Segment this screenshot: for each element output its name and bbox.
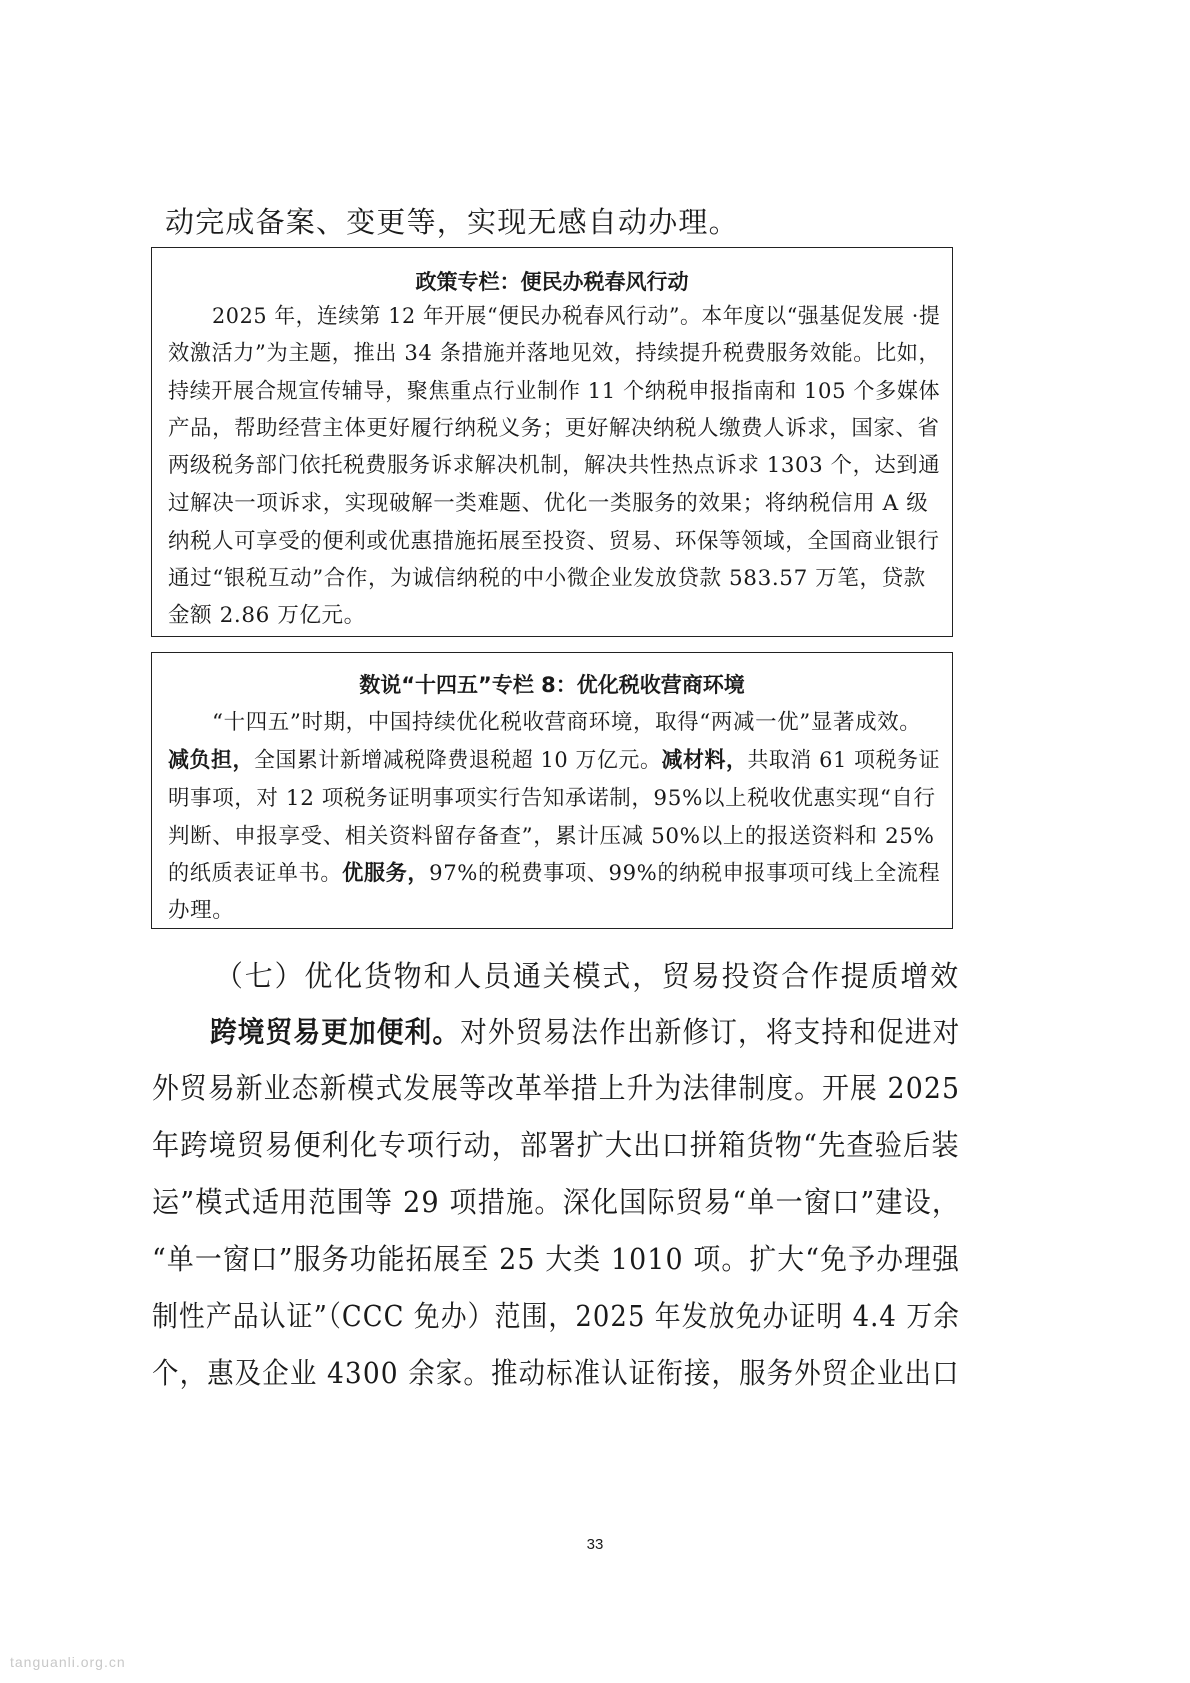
paragraph-text: 对外贸易法作出新修订，将支持和促进对 <box>460 1015 961 1049</box>
stats-text: 共取消 61 项税务证 <box>747 748 941 773</box>
stats-line: 判断、申报享受、相关资料留存备查”，累计压减 50%以上的报送资料和 25% <box>168 824 935 849</box>
stats-line <box>168 743 940 774</box>
paragraph-line: 制性产品认证”（CCC 免办）范围，2025 年发放免办证明 4.4 万余 <box>152 1299 961 1333</box>
stats-line <box>168 856 940 887</box>
policy-line: 持续开展合规宣传辅导，聚焦重点行业制作 11 个纳税申报指南和 105 个多媒体 <box>168 379 941 404</box>
section-heading: （七）优化货物和人员通关模式，贸易投资合作提质增效 <box>215 959 961 993</box>
paragraph-line: 个，惠及企业 4300 余家。推动标准认证衔接，服务外贸企业出口 <box>152 1356 960 1390</box>
policy-line: 两级税务部门依托税费服务诉求解决机制，解决共性热点诉求 1303 个，达到通 <box>168 453 941 478</box>
policy-column-box <box>151 247 953 637</box>
intro-continuation-line: 动完成备案、变更等，实现无感自动办理。 <box>165 205 739 239</box>
policy-line: 2025 年，连续第 12 年开展“便民办税春风行动”。本年度以“强基促发展 ·提 <box>212 304 941 329</box>
watermark-text: tanguanli.org.cn <box>10 1654 126 1670</box>
reduce-materials-label: 减材料， <box>661 748 748 773</box>
policy-line: 通过“银税互动”合作，为诚信纳税的中小微企业发放贷款 583.57 万笔，贷款 <box>168 566 926 591</box>
stats-line: 办理。 <box>168 898 235 923</box>
stats-column-title: 数说“十四五”专栏 8：优化税收营商环境 <box>359 673 745 697</box>
paragraph-line: 外贸易新业态新模式发展等改革举措上升为法律制度。开展 2025 <box>152 1071 961 1105</box>
policy-line: 过解决一项诉求，实现破解一类难题、优化一类服务的效果；将纳税信用 A 级 <box>168 491 929 516</box>
paragraph-line: “单一窗口”服务功能拓展至 25 大类 1010 项。扩大“免予办理强 <box>152 1242 961 1276</box>
reduce-burden-label: 减负担， <box>168 748 254 773</box>
better-service-label: 优服务， <box>342 861 430 886</box>
policy-line: 纳税人可享受的便利或优惠措施拓展至投资、贸易、环保等领域，全国商业银行 <box>168 529 940 554</box>
stats-text: 的纸质表证单书。 <box>168 861 343 886</box>
stats-column-box <box>151 652 953 929</box>
paragraph-line: 年跨境贸易便利化专项行动，部署扩大出口拼箱货物“先查验后装 <box>152 1128 960 1162</box>
policy-line: 金额 2.86 万亿元。 <box>168 603 366 628</box>
page-number: 33 <box>586 1536 604 1553</box>
policy-line: 产品，帮助经营主体更好履行纳税义务；更好解决纳税人缴费人诉求，国家、省 <box>168 416 940 441</box>
stats-line: 明事项，对 12 项税务证明事项实行告知承诺制，95%以上税收优惠实现“自行 <box>168 786 936 811</box>
section-paragraph-first-line <box>210 1010 960 1051</box>
policy-column-title: 政策专栏：便民办税春风行动 <box>415 270 689 294</box>
policy-line: 效激活力”为主题，推出 34 条措施并落地见效，持续提升税费服务效能。比如， <box>168 341 941 366</box>
stats-text: 97%的税费事项、99%的纳税申报事项可线上全流程 <box>429 861 941 886</box>
stats-line: “十四五”时期，中国持续优化税收营商环境，取得“两减一优”显著成效。 <box>212 710 922 735</box>
stats-text: 全国累计新增减税降费退税超 10 万亿元。 <box>253 748 662 773</box>
paragraph-line: 运”模式适用范围等 29 项措施。深化国际贸易“单一窗口”建设， <box>152 1185 961 1219</box>
paragraph-lead-bold: 跨境贸易更加便利。 <box>210 1015 461 1049</box>
